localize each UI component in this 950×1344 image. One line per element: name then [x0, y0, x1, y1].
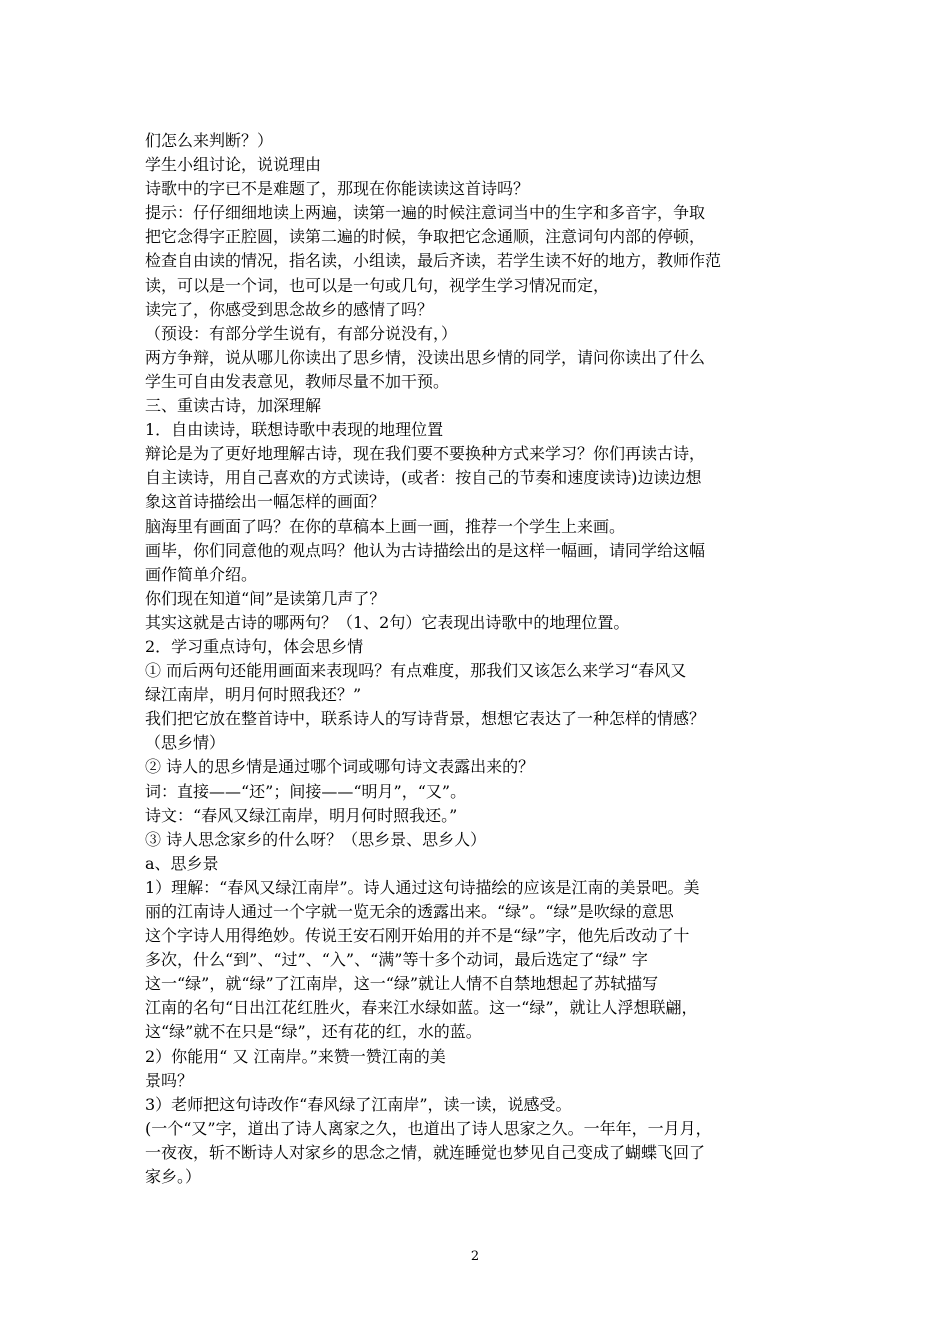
text-line: （思乡情） [145, 733, 226, 753]
text-line: ② 诗人的思乡情是通过哪个词或哪句诗文表露出来的？ [145, 757, 535, 777]
text-line: 们怎么来判断？） [145, 131, 274, 150]
text-line: 诗文：“春风又绿江南岸，明月何时照我还。” [145, 805, 458, 825]
text-line: 脑海里有画面了吗？在你的草稿本上画一画，推荐一个学生上来画。 [145, 516, 626, 536]
text-line: 画毕，你们同意他的观点吗？他认为古诗描绘出的是这样一幅画，请同学给这幅 [145, 540, 706, 560]
text-line: （预设：有部分学生说有，有部分说没有，） [145, 323, 458, 343]
text-line: 这一“绿”，就“绿”了江南岸，这一“绿”就让人情不自禁地想起了苏轼描写 [145, 974, 659, 994]
text-line: 这个字诗人用得绝妙。传说王安石刚开始用的并不是“绿”字，他先后改动了十 [145, 926, 690, 946]
text-line: 丽的江南诗人通过一个字就一览无余的透露出来。“绿”。“绿”是吹绿的意思 [145, 902, 674, 921]
text-line: ① 而后两句还能用画面来表现吗？有点难度，那我们又该怎么来学习“春风又 [145, 661, 687, 681]
text-line: 一夜夜，斩不断诗人对家乡的思念之情，就连睡觉也梦见自己变成了蝴蝶飞回了 [145, 1142, 706, 1162]
text-line: 你们现在知道“间”是读第几声了？ [145, 588, 386, 608]
text-line: 学生小组讨论，说说理由 [145, 155, 322, 175]
text-line: 读完了，你感受到思念故乡的感情了吗？ [145, 299, 434, 319]
text-line: 读，可以是一个词，也可以是一句或几句，视学生学习情况而定， [145, 275, 610, 295]
text-line: 2．学习重点诗句，体会思乡情 [145, 636, 364, 656]
text-line: ③ 诗人思念家乡的什么呀？（思乡景、思乡人） [145, 829, 487, 849]
text-line: 提示：仔仔细细地读上两遍，读第一遍的时候注意词当中的生字和多音字，争取 [145, 203, 706, 223]
text-line: 3）老师把这句诗改作“春风绿了江南岸”，读一读，说感受。 [145, 1094, 572, 1114]
text-line: (一个“又”字，道出了诗人离家之久，也道出了诗人思家之久。一年年，一月月， [145, 1118, 712, 1138]
text-line: 检查自由读的情况，指名读，小组读，最后齐读，若学生读不好的地方，教师作范 [145, 251, 722, 271]
text-line: 景吗？ [145, 1070, 194, 1090]
text-line: 这“绿”就不在只是“绿”，还有花的红，水的蓝。 [145, 1022, 482, 1042]
text-line: a、思乡景 [145, 853, 219, 873]
text-line: 词：直接——“还”；间接——“明月”，“又”。 [145, 781, 467, 801]
text-line: 诗歌中的字已不是难题了，那现在你能读读这首诗吗？ [145, 179, 530, 199]
text-line: 辩论是为了更好地理解古诗，现在我们要不要换种方式来学习？你们再读古诗， [145, 444, 706, 464]
text-line: 1）理解：“春风又绿江南岸”。诗人通过这句诗描绘的应该是江南的美景吧。美 [145, 877, 700, 897]
text-line: 三、重读古诗，加深理解 [145, 396, 322, 416]
text-line: 两方争辩，说从哪儿你读出了思乡情，没读出思乡情的同学，请问你读出了什么 [145, 347, 706, 367]
text-line: 多次，什么“到”、“过”、“入”、“满”等十多个动词，最后选定了“绿” 字 [145, 950, 648, 970]
text-line: 其实这就是古诗的哪两句？（1、2句）它表现出诗歌中的地理位置。 [145, 612, 630, 632]
text-line: 1．自由读诗，联想诗歌中表现的地理位置 [145, 420, 444, 440]
text-line: 自主读诗，用自己喜欢的方式读诗，(或者：按自己的节奏和速度读诗)边读边想 [145, 468, 702, 488]
document-body [145, 129, 810, 1189]
text-line: 我们把它放在整首诗中，联系诗人的写诗背景，想想它表达了一种怎样的情感？ [145, 709, 706, 729]
text-line: 象这首诗描绘出一幅怎样的画面？ [145, 492, 386, 512]
text-line: 2）你能用“ 又 江南岸。”来赞一赞江南的美 [145, 1046, 446, 1066]
text-line: 学生可自由发表意见，教师尽量不加干预。 [145, 371, 450, 391]
text-line: 把它念得字正腔圆，读第二遍的时候，争取把它念通顺，注意词句内部的停顿， [145, 227, 706, 247]
text-line: 绿江南岸，明月何时照我还？” [145, 685, 362, 705]
page-number: 2 [470, 1249, 480, 1264]
text-line: 画作简单介绍。 [145, 564, 258, 584]
text-line: 家乡。） [145, 1167, 202, 1187]
text-line: 江南的名句“日出江花红胜火，春来江水绿如蓝。这一“绿”，就让人浮想联翩， [145, 998, 698, 1018]
